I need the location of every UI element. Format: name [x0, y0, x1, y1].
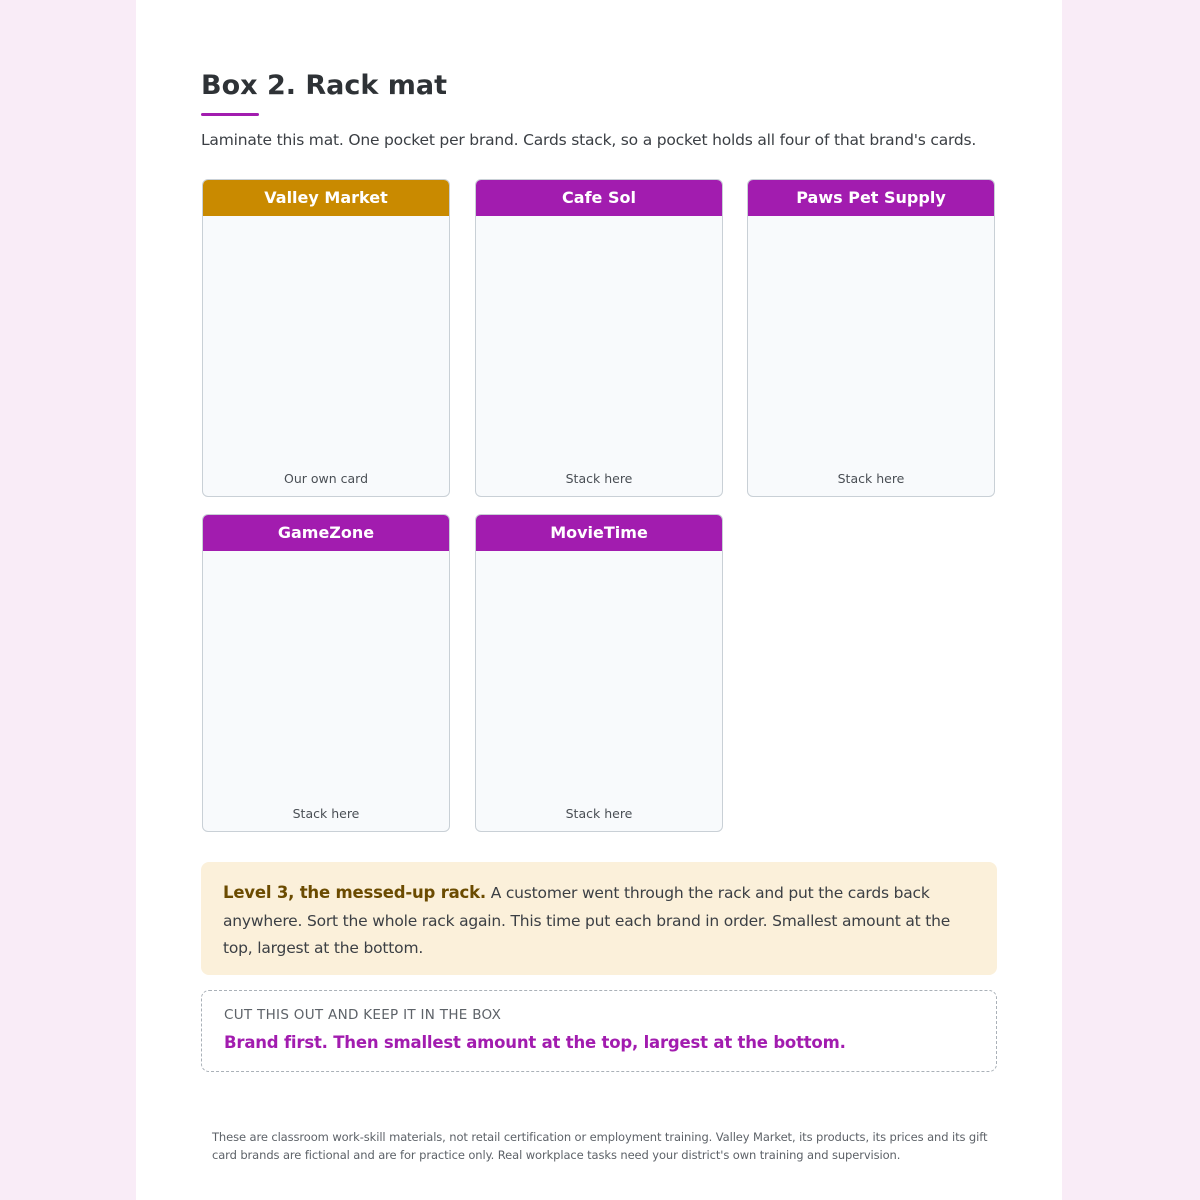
pocket-header: GameZone: [203, 515, 449, 551]
intro-text: Laminate this mat. One pocket per brand. Cards stack, so a pocket holds all four of that brand's cards.: [201, 131, 977, 149]
pocket-header: MovieTime: [476, 515, 722, 551]
worksheet-page: [136, 0, 1062, 1200]
pocket-label: Stack here: [565, 806, 633, 821]
pocket-movietime: [475, 514, 723, 832]
pocket-label: Our own card: [283, 471, 369, 486]
cutout-reminder: [201, 990, 997, 1072]
callout-text: A customer went through the rack and put the cards back anywhere. Sort the whole rack again. This time put each brand in order. Smallest amount at the top, largest at the bottom.: [223, 884, 951, 957]
pocket-gamezone: [202, 514, 450, 832]
title-underline: [201, 113, 259, 116]
pocket-label: Stack here: [565, 471, 633, 486]
callout-lead: Level 3, the messed-up rack.: [223, 883, 486, 902]
pocket-paws-pet-supply: [747, 179, 995, 497]
pocket-header: Valley Market: [203, 180, 449, 216]
pocket-header: Cafe Sol: [476, 180, 722, 216]
pocket-header: Paws Pet Supply: [748, 180, 994, 216]
disclaimer-text: These are classroom work-skill materials, not retail certification or employment training. Valley Market, its products, its prices and its gift card brands are fictional and are for practice only. Real workplace tasks need your district's own training and supervision.: [212, 1130, 988, 1162]
level-callout: [201, 862, 997, 975]
cutout-label: CUT THIS OUT AND KEEP IT IN THE BOX: [224, 1007, 502, 1023]
pocket-valley-market: [202, 179, 450, 497]
pocket-cafe-sol: [475, 179, 723, 497]
pocket-label: Stack here: [292, 806, 360, 821]
cutout-rule: Brand first. Then smallest amount at the top, largest at the bottom.: [224, 1033, 846, 1052]
page-title: Box 2. Rack mat: [201, 70, 448, 101]
pocket-label: Stack here: [837, 471, 905, 486]
